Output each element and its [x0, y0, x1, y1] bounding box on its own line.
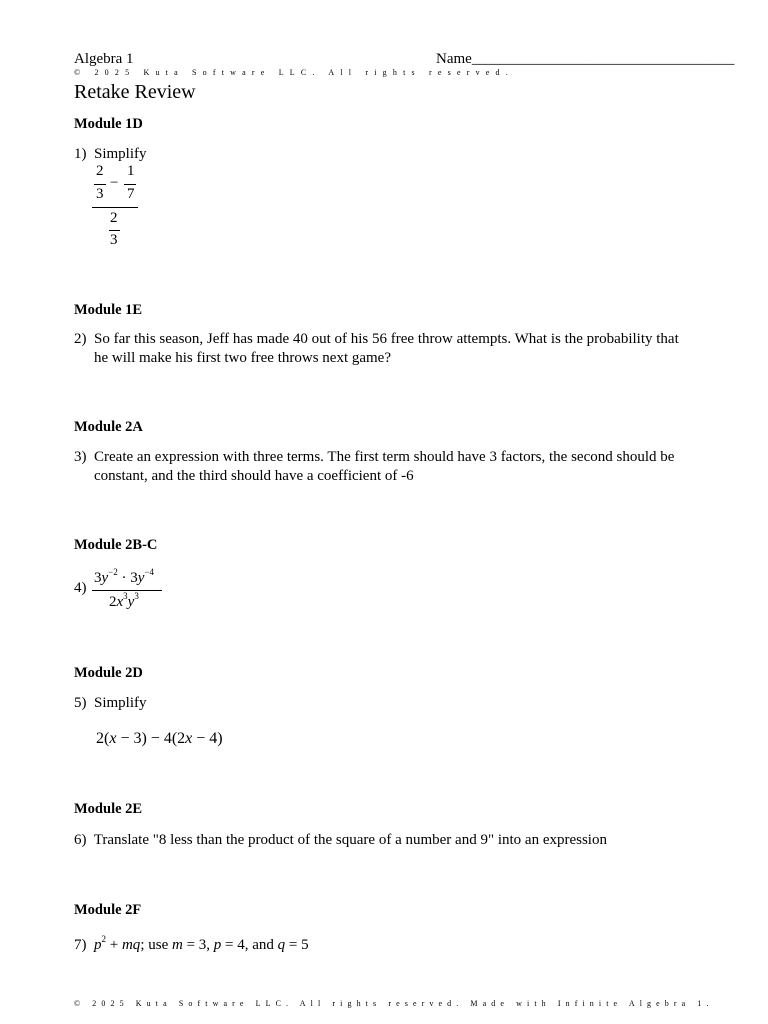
- module-heading: Module 1D: [74, 116, 143, 132]
- question-number: 5): [74, 695, 87, 711]
- question-number: 6): [74, 832, 87, 848]
- question-number: 3): [74, 449, 87, 465]
- course-title: Algebra 1: [74, 51, 134, 67]
- question-5: [74, 695, 147, 712]
- question-prompt: Simplify: [94, 695, 147, 711]
- name-field: [436, 51, 734, 68]
- fraction-b-numerator: 1: [127, 163, 135, 179]
- question-prompt: Simplify: [94, 146, 147, 162]
- question-text: Translate "8 less than the product of the square of a number and 9" into an expression: [93, 832, 607, 848]
- main-fraction-bar: [92, 207, 138, 208]
- question-7: [74, 934, 309, 954]
- rational-expression: [92, 566, 172, 616]
- module-heading: Module 2E: [74, 801, 143, 817]
- numerator: $3y^{-2} \cdot 3y^{-4}$: [94, 567, 154, 586]
- module-heading: Module 2B-C: [74, 537, 158, 553]
- question-3: [74, 449, 674, 466]
- question-number: 2): [74, 331, 87, 347]
- fraction-a-numerator: 2: [96, 163, 104, 179]
- question-number: 1): [74, 146, 87, 162]
- question-text-line-1: So far this season, Jeff has made 40 out of his 56 free throw attempts. What is the probability that: [94, 331, 679, 347]
- copyright-line: © 2025 Kuta Software LLC. All rights reserved.: [74, 68, 514, 77]
- denominator: $2x^3y^3$: [109, 591, 139, 610]
- minus-operator: −: [110, 175, 119, 191]
- name-line: ___________________________________: [471, 51, 735, 67]
- expression: 2(x − 3) − 4(2x − 4): [96, 730, 223, 747]
- module-heading: Module 2D: [74, 665, 143, 681]
- fraction-c-bar: [109, 230, 120, 231]
- question-text-line-2: constant, and the third should have a coefficient of -6: [94, 468, 414, 484]
- fraction-c-denominator: 3: [110, 232, 118, 248]
- question-number: 4): [74, 580, 87, 596]
- fraction-c-numerator: 2: [110, 210, 118, 226]
- complex-fraction: [90, 163, 150, 253]
- module-heading: Module 1E: [74, 302, 143, 318]
- fraction-b-bar: [124, 184, 136, 185]
- question-6: [74, 832, 607, 849]
- page-title: Retake Review: [74, 81, 196, 103]
- fraction-a-bar: [94, 184, 106, 185]
- question-1: [74, 146, 147, 163]
- expression: $p^2$ + mq; use m = 3, p = 4, and q = 5: [94, 934, 309, 953]
- question-number: 7): [74, 937, 87, 953]
- footer-copyright: © 2025 Kuta Software LLC. All rights reserved. Made with Infinite Algebra 1.: [74, 999, 714, 1008]
- question-text-line-2: he will make his first two free throws next game?: [94, 350, 391, 366]
- module-heading: Module 2F: [74, 902, 142, 918]
- fraction-b-denominator: 7: [127, 186, 135, 202]
- fraction-a-denominator: 3: [96, 186, 104, 202]
- question-2: [74, 331, 679, 348]
- name-label: Name: [436, 51, 472, 67]
- question-text-line-1: Create an expression with three terms. The first term should have 3 factors, the second should be: [94, 449, 675, 465]
- module-heading: Module 2A: [74, 419, 143, 435]
